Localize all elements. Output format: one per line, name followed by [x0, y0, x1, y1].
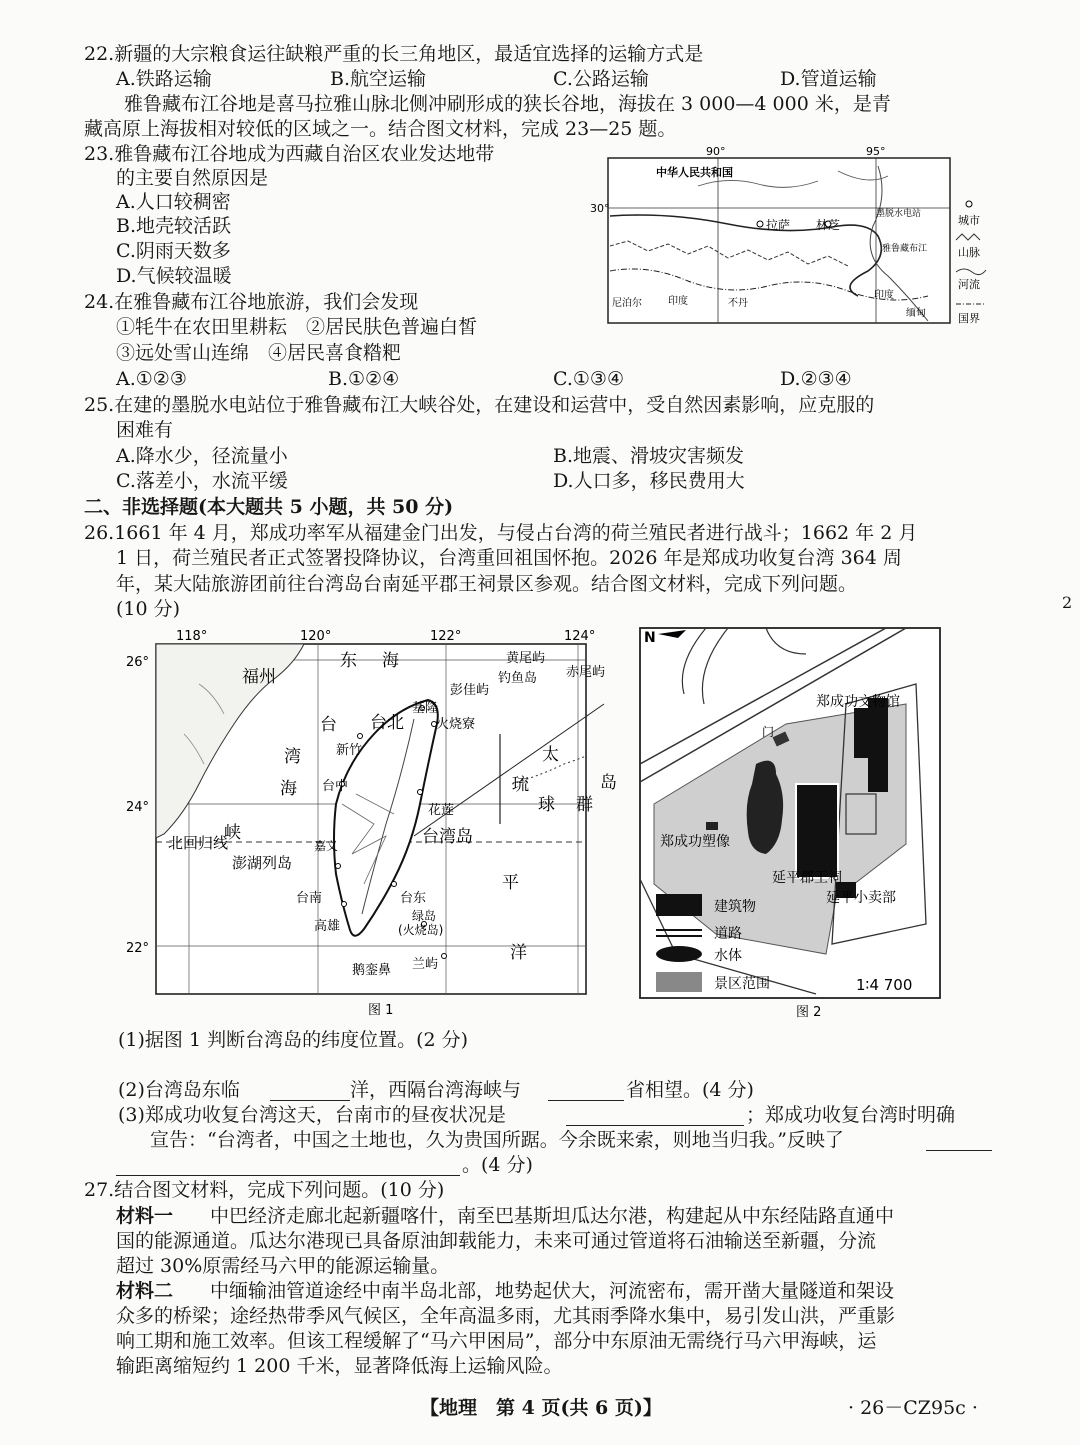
q25-option-a: A.降水少，径流量小 [116, 445, 288, 467]
section-2-heading: 二、非选择题(本大题共 5 小题，共 50 分) [84, 496, 454, 518]
material-2-label: 材料二 [116, 1280, 174, 1302]
lon-120-label: 120° [300, 629, 332, 644]
gate-label: 门 [762, 725, 775, 739]
huoshaodao-label: (火烧岛) [398, 923, 444, 937]
jilong-label: 基隆 [412, 701, 439, 716]
legend-road-label: 道路 [714, 926, 742, 942]
q24-stem: 24.在雅鲁藏布江谷地旅游，我们会发现 [84, 291, 419, 313]
legend-city-label: 城市 [958, 214, 980, 227]
pengjiayu-label: 彭佳屿 [450, 683, 490, 698]
ping-label: 平 [502, 873, 519, 893]
lon-122-label: 122° [430, 629, 462, 644]
material-1-line-2: 国的能源通道。瓜达尔港现已具备原油卸载能力，未来可通过管道将石油输送至新疆，分流 [116, 1230, 877, 1252]
figure-1-taiwan-map [124, 624, 617, 1020]
q22-stem: 22.新疆的大宗粮食运往缺粮严重的长三角地区，最适宜选择的运输方式是 [84, 43, 704, 65]
donghai-label-1: 东 [340, 651, 357, 671]
donghai-label-2: 海 [382, 651, 399, 671]
penghu-label: 澎湖列岛 [232, 854, 293, 872]
q26-part-3d: 。(4 分) [462, 1154, 533, 1176]
dao-label: 岛 [600, 773, 617, 793]
myanmar-label: 缅甸 [906, 308, 926, 319]
hai-label: 海 [280, 779, 297, 799]
legend-water-label: 水体 [714, 948, 742, 964]
q26-line-1: 26.1661 年 4 月，郑成功率军从福建金门出发，与侵占台湾的荷兰殖民者进行战斗；1662 年 2 月 [84, 522, 918, 544]
q26-line-3: 年，某大陆旅游团前往台湾岛台南延平郡王祠景区参观。结合图文材料，完成下列问题。 [116, 573, 858, 595]
answer-blank-province[interactable] [548, 1080, 624, 1101]
q26-part-3c: 宣告：“台湾者，中国之土地也，久为贵国所踞。今余既来索，则地当归我。”反映了 [150, 1129, 844, 1151]
q22-option-c: C.公路运输 [553, 68, 649, 90]
legend-building-label: 建筑物 [714, 899, 756, 915]
q24-items-1: ①牦牛在农田里耕耘 ②居民肤色普遍白皙 [116, 316, 478, 338]
q25-stem-2: 困难有 [116, 419, 174, 441]
lat-22-label: 22° [126, 941, 150, 956]
xinzhu-label: 新竹 [336, 743, 363, 758]
nepal-label: 尼泊尔 [612, 298, 642, 309]
museum-label: 郑成功文物馆 [816, 694, 900, 710]
chiweiyu-label: 赤尾屿 [566, 665, 606, 680]
q22-option-d: D.管道运输 [780, 68, 877, 90]
eluanbi-label: 鹅銮鼻 [352, 963, 392, 978]
tainan-label: 台南 [296, 891, 323, 906]
q24-option-d: D.②③④ [780, 368, 852, 390]
xia-label: 峡 [224, 823, 241, 843]
lhasa-label: 拉萨 [766, 218, 791, 232]
lvdao-label: 绿岛 [412, 909, 437, 923]
wan-label: 湾 [284, 747, 301, 767]
margin-mark: 2 [1062, 593, 1073, 612]
answer-blank-ocean[interactable] [270, 1080, 350, 1101]
nyingchi-label: 林芝 [816, 218, 841, 232]
lat-26-label: 26° [126, 655, 150, 670]
q27-stem: 27.结合图文材料，完成下列问题。(10 分) [84, 1179, 445, 1201]
taidong-label: 台东 [400, 891, 427, 906]
north-label: N [644, 630, 656, 646]
material-2-line-4: 输距离缩短约 1 200 千米，显著降低海上运输风险。 [116, 1355, 563, 1377]
material-2-line-3: 响工期和施工效率。但该工程缓解了“马六甲困局”，部分中东原油无需绕行马六甲海峡，运 [116, 1330, 877, 1352]
material-1-line-1: 中巴经济走廊北起新疆喀什，南至巴基斯坦瓜达尔港，构建起从中东经陆路直通中 [210, 1205, 895, 1227]
tai-strait-label: 台 [320, 715, 337, 735]
jiayi-label: 嘉义 [314, 839, 339, 853]
diaoyudao-label: 钓鱼岛 [498, 671, 538, 686]
fuzhou-label: 福州 [242, 667, 276, 687]
pacific-label-1: 太 [542, 745, 559, 765]
lon-118-label: 118° [176, 629, 208, 644]
q26-part-3a: (3)郑成功收复台湾这天，台南市的昼夜状况是 [118, 1104, 506, 1126]
q23-stem-1: 23.雅鲁藏布江谷地成为西藏自治区农业发达地带 [84, 143, 495, 165]
india-label-1: 印度 [668, 296, 688, 307]
taizhong-label: 台中 [322, 779, 349, 794]
ryukyu-label-1: 琉 [512, 775, 529, 795]
legend-border-label: 国界 [958, 312, 980, 325]
material-1-line-3: 超过 30%原需经马六甲的能源运输量。 [116, 1255, 450, 1277]
lon-95-label: 95° [866, 145, 886, 158]
answer-blank-daynight[interactable] [566, 1105, 744, 1126]
q24-items-2: ③远处雪山连绵 ④居民喜食糌粑 [116, 342, 402, 364]
gaoxiong-label: 高雄 [314, 919, 341, 934]
tibet-map [588, 146, 996, 328]
legend-scenic-label: 景区范围 [714, 976, 770, 992]
figure-2-caption: 图 2 [796, 1005, 822, 1020]
shrine-label: 延平郡王祠 [772, 870, 842, 886]
q23-option-c: C.阴雨天数多 [116, 240, 231, 262]
q26-part-1: (1)据图 1 判断台湾岛的纬度位置。(2 分) [118, 1029, 469, 1051]
country-label: 中华人民共和国 [656, 166, 733, 179]
legend-mountain-label: 山脉 [958, 246, 980, 259]
shop-label: 延平小卖部 [826, 890, 896, 906]
q26-part-3b: ；郑成功收复台湾时明确 [746, 1104, 956, 1126]
answer-blank-reflect-1[interactable] [926, 1130, 992, 1151]
lanyu-label: 兰屿 [412, 957, 439, 972]
bhutan-label: 不丹 [728, 298, 748, 309]
q24-option-a: A.①②③ [116, 368, 187, 390]
q24-option-c: C.①③④ [553, 368, 624, 390]
q24-option-b: B.①②④ [328, 368, 400, 390]
q23-option-a: A.人口较稠密 [116, 191, 231, 213]
q22-option-b: B.航空运输 [330, 68, 427, 90]
lat-24-label: 24° [126, 800, 150, 815]
lat-30-label: 30° [590, 202, 610, 215]
q23-option-b: B.地壳较活跃 [116, 215, 232, 237]
q22-option-a: A.铁路运输 [116, 68, 212, 90]
huoshaoliao-label: 火烧寮 [436, 717, 476, 732]
taiwandao-label: 台湾岛 [422, 827, 473, 847]
q25-stem-1: 25.在建的墨脱水电站位于雅鲁藏布江大峡谷处，在建设和运营中，受自然因素影响，应克服的 [84, 394, 875, 416]
legend-river-label: 河流 [958, 278, 980, 291]
hualian-label: 花莲 [428, 803, 455, 818]
yang-label: 洋 [510, 943, 527, 963]
figure-1-caption: 图 1 [368, 1003, 394, 1018]
q25-option-b: B.地震、滑坡灾害频发 [553, 445, 745, 467]
india-label-2: 印度 [874, 290, 894, 301]
huangweiyu-label: 黄尾屿 [506, 651, 546, 666]
q26-line-4: (10 分) [116, 598, 181, 620]
statue-label: 郑成功塑像 [660, 834, 730, 850]
material-1-label: 材料一 [116, 1205, 174, 1227]
scale-label: 1∶4 700 [856, 976, 913, 994]
intro-line-1: 雅鲁藏布江谷地是喜马拉雅山脉北侧冲刷形成的狭长谷地，海拔在 3 000—4 000 米，是青 [124, 93, 891, 115]
material-2-line-2: 众多的桥梁；途经热带季风气候区，全年高温多雨，尤其雨季降水集中，易引发山洪，严重影 [116, 1305, 896, 1327]
lon-90-label: 90° [706, 145, 726, 158]
tropic-label: 北回归线 [168, 834, 229, 852]
taibei-label: 台北 [370, 713, 404, 733]
q26-line-2: 1 日，荷兰殖民者正式签署投降协议，台湾重回祖国怀抱。2026 年是郑成功收复台湾 364 周 [116, 547, 902, 569]
q26-part-2c: 省相望。(4 分) [626, 1079, 754, 1101]
answer-blank-reflect-2[interactable] [116, 1155, 460, 1176]
ryukyu-label-2: 球 [538, 795, 555, 815]
figure-2-scenic-map [636, 624, 948, 1020]
q25-option-d: D.人口多，移民费用大 [553, 470, 745, 492]
lon-124-label: 124° [564, 629, 596, 644]
q26-part-2a: (2)台湾岛东临 [118, 1079, 240, 1101]
q25-option-c: C.落差小，水流平缓 [116, 470, 288, 492]
medog-label: 墨脱水电站 [876, 209, 922, 219]
qun-label: 群 [576, 795, 593, 815]
material-2-line-1: 中缅输油管道途经中南半岛北部，地势起伏大，河流密布，需开凿大量隧道和架设 [210, 1280, 895, 1302]
river-label: 雅鲁藏布江 [882, 244, 928, 254]
footer-page-label: 【地理 第 4 页(共 6 页)】 [420, 1397, 662, 1419]
intro-line-2: 藏高原上海拔相对较低的区域之一。结合图文材料，完成 23—25 题。 [84, 118, 677, 140]
q23-stem-2: 的主要自然原因是 [116, 167, 269, 189]
q23-option-d: D.气候较温暖 [116, 265, 232, 287]
footer-code: · 26－CZ95c · [848, 1397, 978, 1419]
q26-part-2b: 洋，西隔台湾海峡与 [350, 1079, 522, 1101]
